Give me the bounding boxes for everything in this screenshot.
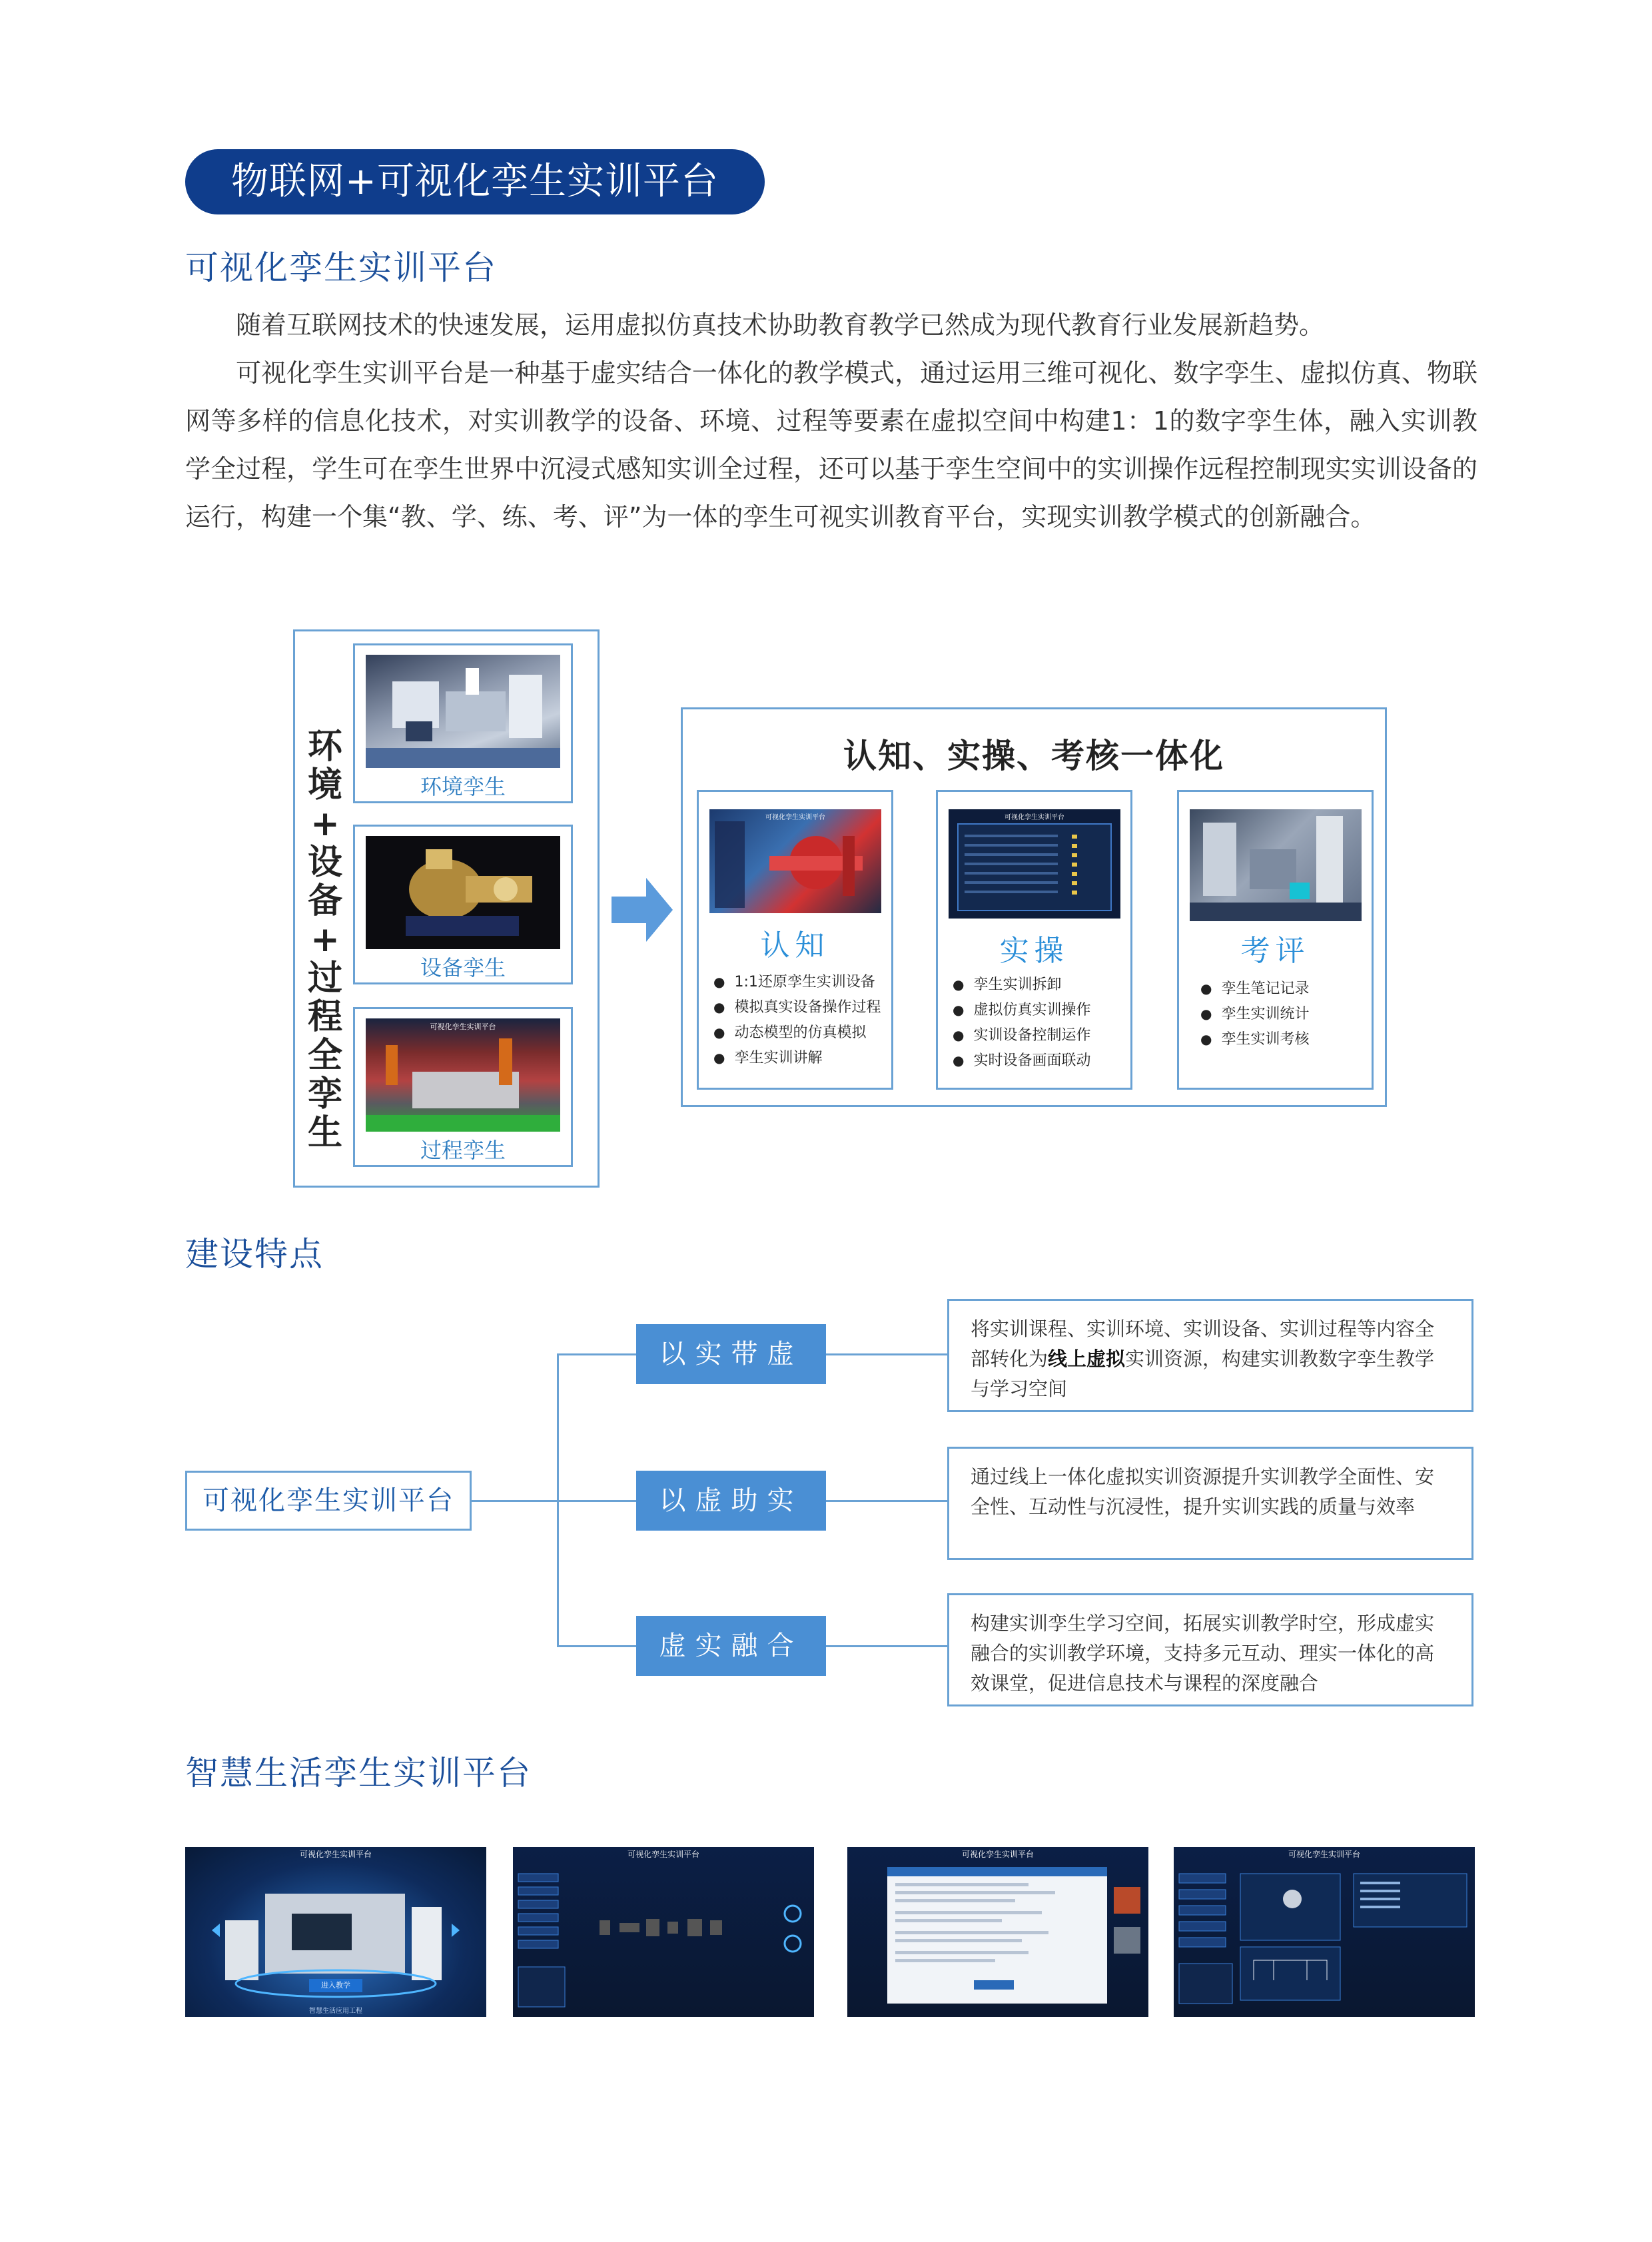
feature-desc-text: 构建实训孪生学习空间，拓展实训教学时空，形成虚实融合的实训教学环境，支持多元互动、理实一体化的高效课堂，促进信息技术与课程的深度融合 bbox=[971, 1612, 1435, 1694]
cognition-image bbox=[709, 809, 881, 913]
assessment-image bbox=[1190, 809, 1362, 921]
env-twin-image bbox=[366, 655, 560, 768]
feature-label-1: 以实带虚 bbox=[636, 1324, 826, 1384]
process-twin-card bbox=[353, 1007, 573, 1167]
smart-life-screen-1 bbox=[185, 1847, 486, 2017]
env-twin-caption: 环境孪生 bbox=[420, 774, 506, 799]
assessment-title: 考评 bbox=[1240, 934, 1310, 968]
feature-desc-text: 通过线上一体化虚拟实训资源提升实训教学全面性、安全性、互动性与沉浸性，提升实训实践的质量与效率 bbox=[971, 1465, 1435, 1518]
connector-line bbox=[557, 1353, 637, 1355]
device-twin-caption: 设备孪生 bbox=[420, 955, 506, 980]
practice-item: ● 孪生实训拆卸 bbox=[953, 973, 1061, 994]
cognition-item: ● 模拟真实设备操作过程 bbox=[713, 996, 881, 1016]
assessment-item: ● 孪生实训考核 bbox=[1200, 1028, 1309, 1048]
feature-label-3: 虚实融合 bbox=[636, 1616, 826, 1676]
vertical-label-char: 生 bbox=[307, 1113, 342, 1153]
cognition-item: ● 1:1还原孪生实训设备 bbox=[713, 970, 875, 991]
vertical-label-char: 境 bbox=[307, 765, 342, 805]
arrow-right-icon bbox=[612, 878, 673, 942]
vertical-label-char: 孪 bbox=[307, 1074, 342, 1114]
column-cognition bbox=[697, 790, 893, 1090]
feature-desc-2 bbox=[947, 1447, 1473, 1560]
screen-title: 可视化孪生实训平台 bbox=[1288, 1850, 1360, 1859]
vertical-label-char: 备 bbox=[307, 881, 342, 921]
intro-paragraph-2: 可视化孪生实训平台是一种基于虚实结合一体化的教学模式，通过运用三维可视化、数字孪生、虚拟仿真、物联网等多样的信息化技术，对实训教学的设备、环境、过程等要素在虚拟空间中构建1：1的数字孪生体，融入实训教学全过程，学生可在孪生世界中沉浸式感知实训全过程，还可以基于孪生空间中的实训操作远程控制现实实训设备的运行，构建一个集“教、学、练、考、评”为一体的孪生可视实训教育平台，实现实训教学模式的创新融合。 bbox=[185, 358, 1477, 532]
section-title-smart-life: 智慧生活孪生实训平台 bbox=[185, 1754, 532, 1792]
practice-item: ● 实训设备控制运作 bbox=[953, 1024, 1090, 1044]
practice-item: ● 虚拟仿真实训操作 bbox=[953, 998, 1090, 1019]
vertical-label-char: 全 bbox=[307, 1036, 342, 1076]
smart-life-screen-4 bbox=[1174, 1847, 1475, 2017]
feature-desc-text: 将实训课程、实训环境、实训设备、实训过程等内容全部转化为 bbox=[971, 1317, 1435, 1370]
features-root: 可视化孪生实训平台 bbox=[185, 1471, 472, 1531]
intro-paragraph-1: 随着互联网技术的快速发展，运用虚拟仿真技术协助教育教学已然成为现代教育行业发展新趋势。 bbox=[236, 310, 1325, 340]
practice-title: 实操 bbox=[999, 934, 1069, 968]
feature-desc-bold: 线上虚拟 bbox=[1048, 1347, 1126, 1370]
screen-title: 可视化孪生实训平台 bbox=[961, 1850, 1034, 1859]
page-banner: 物联网+可视化孪生实训平台 bbox=[185, 149, 765, 214]
vertical-label-char: 环 bbox=[307, 727, 342, 767]
device-twin-image bbox=[366, 836, 560, 949]
cognition-title: 认知 bbox=[760, 929, 830, 962]
feature-desc-3 bbox=[947, 1593, 1473, 1706]
practice-screen-title: 可视化孪生实训平台 bbox=[1005, 814, 1064, 821]
assessment-item: ● 孪生实训统计 bbox=[1200, 1002, 1309, 1023]
env-twin-card bbox=[353, 643, 573, 803]
connector-line bbox=[472, 1500, 558, 1502]
practice-image bbox=[949, 809, 1120, 919]
screen-footer: 智慧生活应用工程 bbox=[309, 2008, 362, 2015]
section-title-platform: 可视化孪生实训平台 bbox=[185, 248, 497, 287]
vertical-label-char: 程 bbox=[307, 997, 342, 1037]
twin-vertical-label bbox=[305, 727, 345, 1152]
connector-line bbox=[826, 1500, 947, 1502]
enter-teaching-button[interactable]: 进入教学 bbox=[309, 1979, 362, 1992]
cognition-screen-title: 可视化孪生实训平台 bbox=[765, 814, 825, 821]
screen-title: 可视化孪生实训平台 bbox=[299, 1850, 372, 1859]
section-title-features: 建设特点 bbox=[185, 1235, 324, 1274]
feature-desc-text: 实训资源，构建实训教数字孪生教学与学习空间 bbox=[971, 1347, 1435, 1400]
vertical-label-char: 设 bbox=[307, 843, 342, 883]
process-screen-title: 可视化孪生实训平台 bbox=[430, 1022, 496, 1031]
practice-item: ● 实时设备画面联动 bbox=[953, 1049, 1090, 1070]
column-practice bbox=[936, 790, 1132, 1090]
column-assessment bbox=[1177, 790, 1374, 1090]
process-twin-caption: 过程孪生 bbox=[420, 1138, 506, 1163]
feature-label-2: 以虚助实 bbox=[636, 1471, 826, 1531]
device-twin-card bbox=[353, 825, 573, 984]
process-twin-image bbox=[366, 1018, 560, 1132]
screen-title: 可视化孪生实训平台 bbox=[627, 1850, 699, 1859]
vertical-label-char: 过 bbox=[307, 958, 342, 998]
connector-line bbox=[557, 1500, 637, 1502]
connector-line bbox=[557, 1645, 637, 1647]
connector-line bbox=[826, 1645, 947, 1647]
connector-line bbox=[826, 1353, 947, 1355]
vertical-label-char: + bbox=[310, 920, 340, 960]
cognition-item: ● 孪生实训讲解 bbox=[713, 1046, 822, 1067]
cognition-item: ● 动态模型的仿真模拟 bbox=[713, 1021, 866, 1042]
vertical-label-char: + bbox=[310, 804, 340, 844]
integration-title: 认知、实操、考核一体化 bbox=[843, 737, 1224, 775]
feature-desc-1 bbox=[947, 1299, 1473, 1412]
assessment-item: ● 孪生笔记记录 bbox=[1200, 977, 1309, 998]
smart-life-screen-2 bbox=[513, 1847, 814, 2017]
smart-life-screen-3 bbox=[847, 1847, 1148, 2017]
